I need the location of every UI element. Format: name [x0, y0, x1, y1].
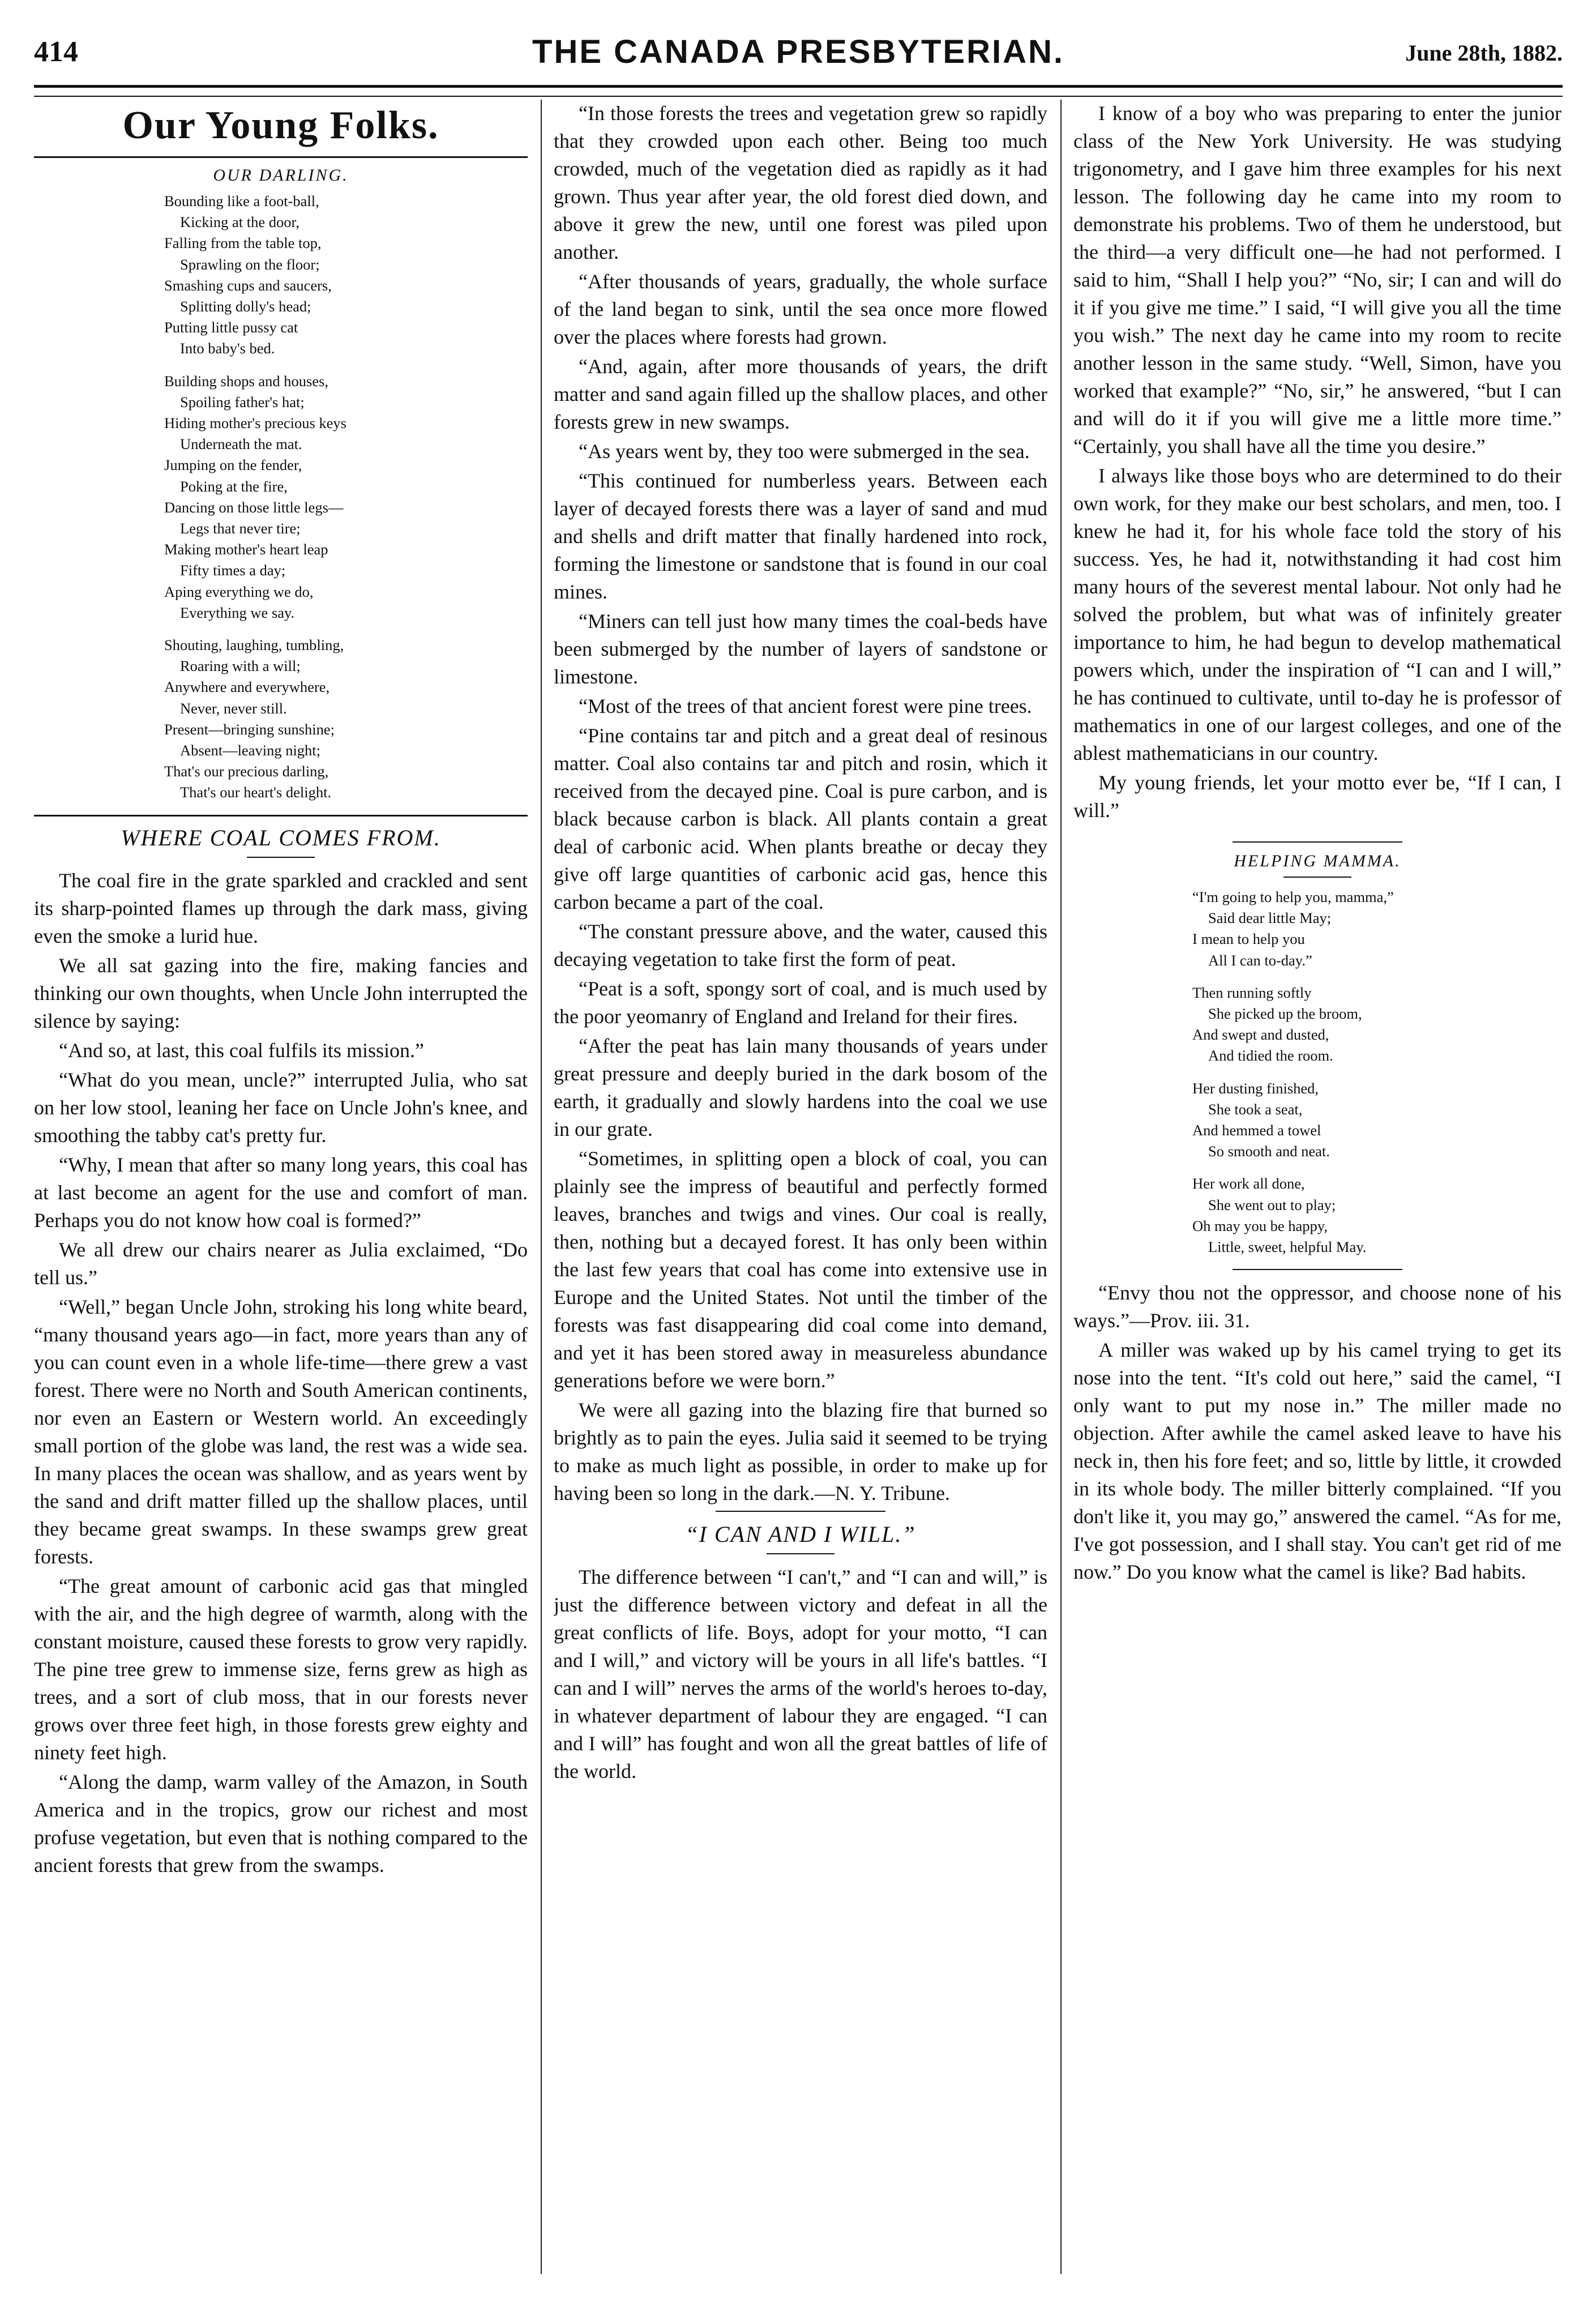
proverb-quote: “Envy thou not the oppressor, and choose none of his ways.”—Prov. iii. 31.	[1073, 1281, 1561, 1332]
poem-line: Shouting, laughing, tumbling,	[164, 636, 344, 654]
issue-date: June 28th, 1882.	[1405, 40, 1563, 66]
paragraph: “Pine contains tar and pitch and a great deal of resinous matter. Coal also contains tar and pitch and rosin, which it received from the decayed pine. Coal is pure carbon, and is black because carbon is black. All plants contain a great deal of carbonic acid. When plants breathe or decay they give off large quantities of carbonic acid gas, hence this carbon became a part of the coal.	[554, 724, 1047, 913]
poem-helping-mamma	[1192, 887, 1561, 1258]
article-separator	[716, 1511, 885, 1512]
column-2	[554, 100, 1047, 2285]
poem-line: So smooth and neat.	[1208, 1143, 1330, 1160]
poem-line: Bounding like a foot-ball,	[164, 193, 319, 210]
article-coal-part1	[34, 867, 528, 1879]
column-divider-1	[541, 100, 542, 2274]
paragraph: “And, again, after more thousands of years, the drift matter and sand again filled up the shallow places, and other forests grew in new swamps.	[554, 355, 1047, 433]
paragraph: The coal fire in the grate sparkled and crackled and sent its sharp-pointed flames up through the dark mass, giving even the smoke a lurid hue.	[34, 869, 528, 947]
paragraph: The difference between “I can't,” and “I can and will,” is just the difference between victory and defeat in all the great conflicts of life. Boys, adopt for your motto, “I can and I will,” and victory will be yours in all life's battles. “I can and I will” nerves the arms of the world's heroes to-day, in whatever department of labour they are engaged. “I can and I will” has fought and won all the great battles of life of the world.	[554, 1566, 1047, 1782]
section-title: Our Young Folks.	[122, 104, 439, 147]
poem-line: And tidied the room.	[1208, 1047, 1333, 1065]
header-rule	[34, 85, 1563, 97]
poem-line: Into baby's bed.	[180, 340, 275, 357]
poem-line: Everything we say.	[180, 604, 295, 621]
paragraph: We all sat gazing into the fire, making fancies and thinking our own thoughts, when Uncle John interrupted the silence by saying:	[34, 954, 528, 1032]
poem-line: Making mother's heart leap	[164, 541, 328, 558]
poem-line: She picked up the broom,	[1208, 1005, 1362, 1023]
article-i-can-part2	[1073, 100, 1561, 824]
poem-title-helping-mamma: HELPING MAMMA.	[1234, 852, 1401, 870]
poem-line: Said dear little May;	[1208, 909, 1332, 927]
poem-line: Never, never still.	[180, 699, 287, 717]
paragraph: “The great amount of carbonic acid gas that mingled with the air, and the high degree of warmth, along with the constant moisture, caused these forests to grow very rapidly. The pine tree grew to immense size, ferns grew as high as trees, and a sort of club moss, that in our forests never grows over three feet high, in those forests grew eighty and ninety feet high.	[34, 1574, 528, 1764]
poem-our-darling	[164, 191, 528, 803]
stanza	[164, 371, 528, 623]
poem-line: She took a seat,	[1208, 1100, 1303, 1118]
paragraph: “Most of the trees of that ancient forest were pine trees.	[579, 695, 1032, 717]
paragraph: “Along the damp, warm valley of the Amazon, in South America and in the tropics, grow our richest and most profuse vegetation, but even that is nothing compared to the ancient forests that grew from the swamps.	[34, 1770, 528, 1876]
poem-line: Building shops and houses,	[164, 372, 329, 390]
paragraph: I always like those boys who are determined to do their own work, for they make our best scholars, and men, too. I knew he had it, for his whole face told the story of his success. Yes, he had it, notwithstanding it had cost him many hours of the severest mental labour. Not only had he solved the problem, but what was of infinitely greater importance to him, he had begun to develop mathematical powers which, under the inspiration of “I can and I will,” he has continued to cultivate, until to-day he is professor of mathematics in one of our largest colleges, and one of the ablest mathematicians in our country.	[1073, 464, 1561, 764]
section-rule	[34, 156, 528, 158]
poem-line: Little, sweet, helpful May.	[1208, 1238, 1367, 1256]
poem-line: Hiding mother's precious keys	[164, 414, 346, 432]
poem-line: I mean to help you	[1192, 930, 1305, 948]
stanza	[1192, 1173, 1561, 1258]
article-title-i-can: “I CAN AND I WILL.”	[685, 1521, 916, 1547]
paragraph: My young friends, let your motto ever be, “If I can, I will.”	[1073, 771, 1561, 822]
poem-line: Roaring with a will;	[180, 657, 301, 675]
paragraph: I know of a boy who was preparing to enter the junior class of the New York University. He was studying trigonometry, and I gave him three examples for his next lesson. The following day he came into my room to demonstrate his problems. Two of them he understood, but the third—a very difficult one—he had not performed. I said to him, “Shall I help you?” “No, sir; I can and will do it if you give me time.” I said, “I will give you all the time you wish.” The next day he came into my room to recite another lesson in the same study. “Well, Simon, have you worked that example?” “No, sir,” he answered, “but I can and will do it if you will give me a little more time.” “Certainly, you shall have all the time you desire.”	[1073, 102, 1561, 458]
title-rule	[247, 857, 315, 858]
poem-line: And hemmed a towel	[1192, 1122, 1321, 1139]
poem-line: Dancing on those little legs—	[164, 498, 344, 516]
column-3	[1073, 100, 1561, 2285]
stanza	[1192, 887, 1561, 971]
paragraph: “The constant pressure above, and the water, caused this decaying vegetation to take first the form of peat.	[554, 920, 1047, 971]
poem-line: Aping everything we do,	[164, 583, 314, 600]
stanza	[164, 191, 528, 360]
column-divider-2	[1060, 100, 1062, 2274]
paragraph: “Peat is a soft, spongy sort of coal, and is much used by the poor yeomanry of England and Ireland for their fires.	[554, 977, 1047, 1028]
poem-line: “I'm going to help you, mamma,”	[1192, 888, 1394, 905]
paragraph: “After the peat has lain many thousands of years under great pressure and deeply buried in the dark bosom of the earth, it gradually and slowly hardens into the coal we use in our grate.	[554, 1035, 1047, 1140]
poem-line: Falling from the table top,	[164, 234, 322, 252]
stanza	[1192, 1078, 1561, 1162]
poem-line: Kicking at the door,	[180, 213, 299, 231]
paragraph: “In those forests the trees and vegetation grew so rapidly that they crowded upon each other. Being too much crowded, much of the vegetation died as rapidly as it had grown. Thus year after year, the old forest died down, and above it grew the new, until one forest was piled upon another.	[554, 102, 1047, 263]
article-separator	[1233, 841, 1402, 843]
poem-line: Spoiling father's hat;	[180, 393, 305, 411]
poem-line: Present—bringing sunshine;	[164, 720, 335, 738]
poem-line: Underneath the mat.	[180, 435, 302, 453]
paragraph: “What do you mean, uncle?” interrupted Julia, who sat on her low stool, leaning her face on Uncle John's knee, and smoothing the tabby cat's pretty fur.	[34, 1068, 528, 1147]
poem-line: Sprawling on the floor;	[180, 255, 320, 273]
poem-line: Poking at the fire,	[180, 477, 288, 495]
paragraph: “As years went by, they too were submerged in the sea.	[579, 440, 1030, 463]
poem-line: That's our heart's delight.	[180, 784, 332, 801]
article-coal-part2	[554, 100, 1047, 1507]
paragraph: “Well,” began Uncle John, stroking his long white beard, “many thousand years ago—in fact, more years than any of you can count even in a whole life-time—there grew a vast forest. There were no North and South American continents, nor even an Eastern or Western world. An exceedingly small portion of the globe was land, the rest was a wide sea. In many places the ocean was shallow, and as years went by the sand and drift matter filled up the shallow places, until they became great swamps. In these swamps grew great forests.	[34, 1295, 528, 1568]
publication-title: THE CANADA PRESBYTERIAN.	[532, 33, 1064, 70]
poem-line: Putting little pussy cat	[164, 319, 298, 336]
poem-line: Absent—leaving night;	[180, 742, 321, 759]
poem-line: Legs that never tire;	[180, 520, 301, 537]
poem-line: Her work all done,	[1192, 1175, 1305, 1192]
poem-line: She went out to play;	[1208, 1196, 1336, 1213]
paragraph: “After thousands of years, gradually, the whole surface of the land began to sink, until the sea once more flowed over the places where forests had grown.	[554, 270, 1047, 348]
paragraph: “This continued for numberless years. Between each layer of decayed forests there was a layer of sand and mud and shells and drift matter that finally hardened into rock, forming the limestone or sandstone that is found in our coal mines.	[554, 469, 1047, 603]
paragraph: “And so, at last, this coal fulfils its mission.”	[59, 1038, 424, 1062]
page-header	[34, 25, 1563, 87]
poem-line: Anywhere and everywhere,	[164, 678, 330, 696]
page-number: 414	[34, 36, 78, 68]
article-title-coal: WHERE COAL COMES FROM.	[121, 824, 441, 850]
poem-line: Fifty times a day;	[180, 562, 286, 579]
stanza	[1192, 982, 1561, 1067]
paragraph: “Sometimes, in splitting open a block of coal, you can plainly see the impress of beautiful and perfectly formed leaves, branches and twigs and vines. Our coal is really, then, nothing but a decayed forest. It has only been within the last few years that coal has come into extensive use in Europe and the United States. Not until the timber of the forests was fast disappearing did coal come into demand, and yet it has been stored away in measureless abundance generations before we were born.”	[554, 1147, 1047, 1392]
paragraph: We were all gazing into the blazing fire that burned so brightly as to pain the eyes. Julia said it seemed to be trying to make as much light as possible, in order to make up for having been so long in the dark.—N. Y. Tribune.	[554, 1399, 1047, 1504]
stanza	[164, 635, 528, 803]
poem-line: Her dusting finished,	[1192, 1079, 1319, 1097]
column-1	[34, 100, 528, 2285]
poem-line: Oh may you be happy,	[1192, 1217, 1328, 1234]
article-separator	[1233, 1269, 1402, 1270]
camel-fable: A miller was waked up by his camel trying to get its nose into the tent. “It's cold out here,” said the camel, “I only want to put my nose in.” The miller made no objection. After awhile the camel asked leave to have his neck in, then his fore feet; and so, little by little, it crowded in its whole body. The miller bitterly complained. “If you don't like it, you may go,” answered the camel. “As for me, I've got possession, and I shall stay. You can't get rid of me now.” Do you know what the camel is like? Bad habits.	[1073, 1339, 1561, 1584]
poem-line: Splitting dolly's head;	[180, 298, 311, 315]
poem-title-our-darling: OUR DARLING.	[213, 166, 349, 185]
poem-line: Jumping on the fender,	[164, 456, 302, 474]
poem-line: And swept and dusted,	[1192, 1026, 1329, 1044]
title-rule	[767, 1553, 835, 1554]
poem-line: That's our precious darling,	[164, 763, 329, 780]
title-rule	[1283, 877, 1351, 878]
paragraph: We all drew our chairs nearer as Julia exclaimed, “Do tell us.”	[34, 1238, 528, 1289]
poem-end-rule	[34, 815, 528, 817]
paragraph: “Miners can tell just how many times the coal-beds have been submerged by the number of layers of sandstone or limestone.	[554, 610, 1047, 688]
paragraph: “Why, I mean that after so many long years, this coal has at last become an agent for the use and comfort of man. Perhaps you do not know how coal is formed?”	[34, 1153, 528, 1232]
poem-line: Smashing cups and saucers,	[164, 276, 332, 294]
poem-line: All I can to-day.”	[1208, 951, 1312, 969]
poem-line: Then running softly	[1192, 984, 1312, 1001]
